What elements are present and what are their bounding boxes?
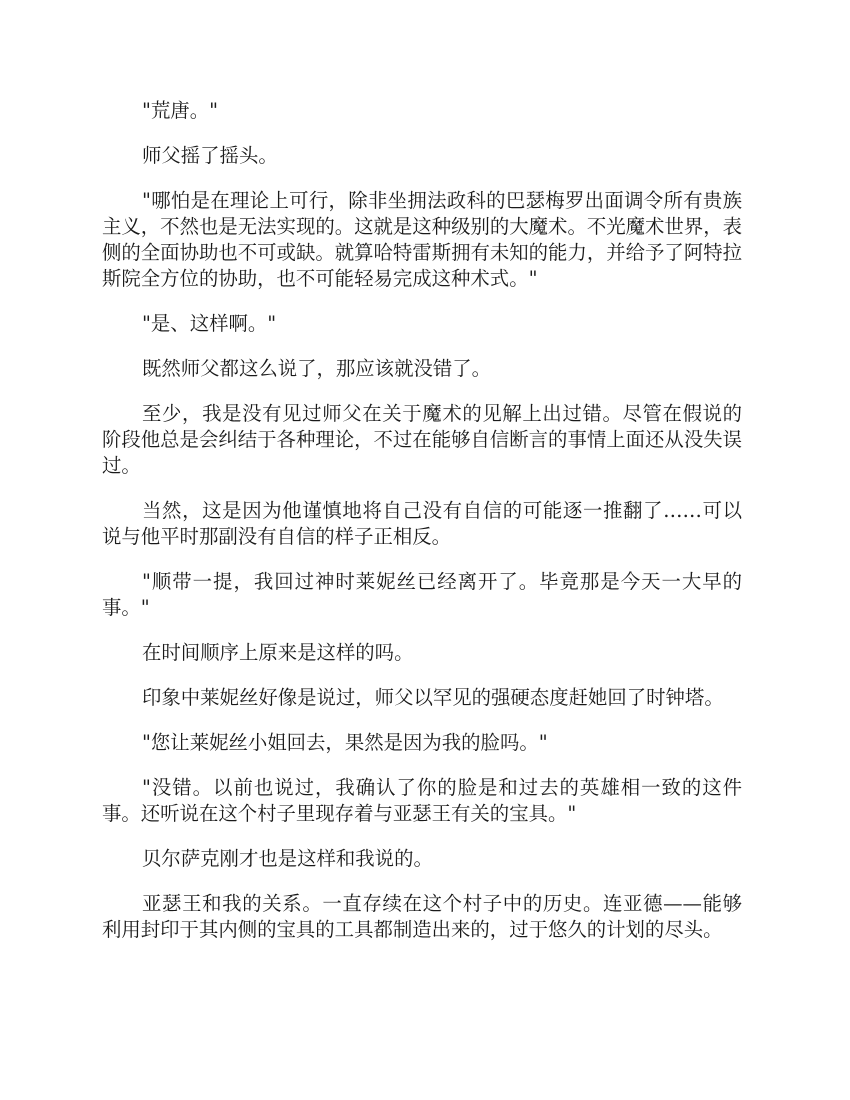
paragraph: 亚瑟王和我的关系。一直存续在这个村子中的历史。连亚德——能够利用封印于其内侧的宝具的工具都制造出来的，过于悠久的计划的尽头。 <box>102 892 742 941</box>
paragraph: 师父摇了摇头。 <box>142 144 278 167</box>
paragraph: 当然，这是因为他谨慎地将自己没有自信的可能逐一推翻了……可以说与他平时那副没有自信的样子正相反。 <box>102 499 742 548</box>
paragraph: "荒唐。" <box>142 99 219 122</box>
paragraph: 既然师父都这么说了，那应该就没错了。 <box>142 357 492 380</box>
paragraph: "是、这样啊。" <box>142 312 277 335</box>
paragraph: 在时间顺序上原来是这样的吗。 <box>142 641 414 664</box>
paragraph: "顺带一提，我回过神时莱妮丝已经离开了。毕竟那是今天一大早的事。" <box>102 570 742 619</box>
paragraph: 贝尔萨克刚才也是这样和我说的。 <box>142 847 433 870</box>
paragraph: 印象中莱妮丝好像是说过，师父以罕见的强硬态度赶她回了时钟塔。 <box>142 686 724 709</box>
paragraph: 至少，我是没有见过师父在关于魔术的见解上出过错。尽管在假说的阶段他总是会纠结于各种理论，不过在能够自信断言的事情上面还从没失误过。 <box>102 402 742 477</box>
paragraph: "没错。以前也说过，我确认了你的脸是和过去的英雄相一致的这件事。还听说在这个村子里现存着与亚瑟王有关的宝具。" <box>102 776 742 825</box>
paragraph: "您让莱妮丝小姐回去，果然是因为我的脸吗。" <box>142 731 548 754</box>
paragraph: "哪怕是在理论上可行，除非坐拥法政科的巴瑟梅罗出面调令所有贵族主义，不然也是无法实现的。这就是这种级别的大魔术。不光魔术世界，表侧的全面协助也不可或缺。就算哈特雷斯拥有未知的能力，并给予了阿特拉斯院全方位的协助，也不可能轻易完成这种术式。" <box>102 189 742 290</box>
document-page <box>102 98 742 962</box>
